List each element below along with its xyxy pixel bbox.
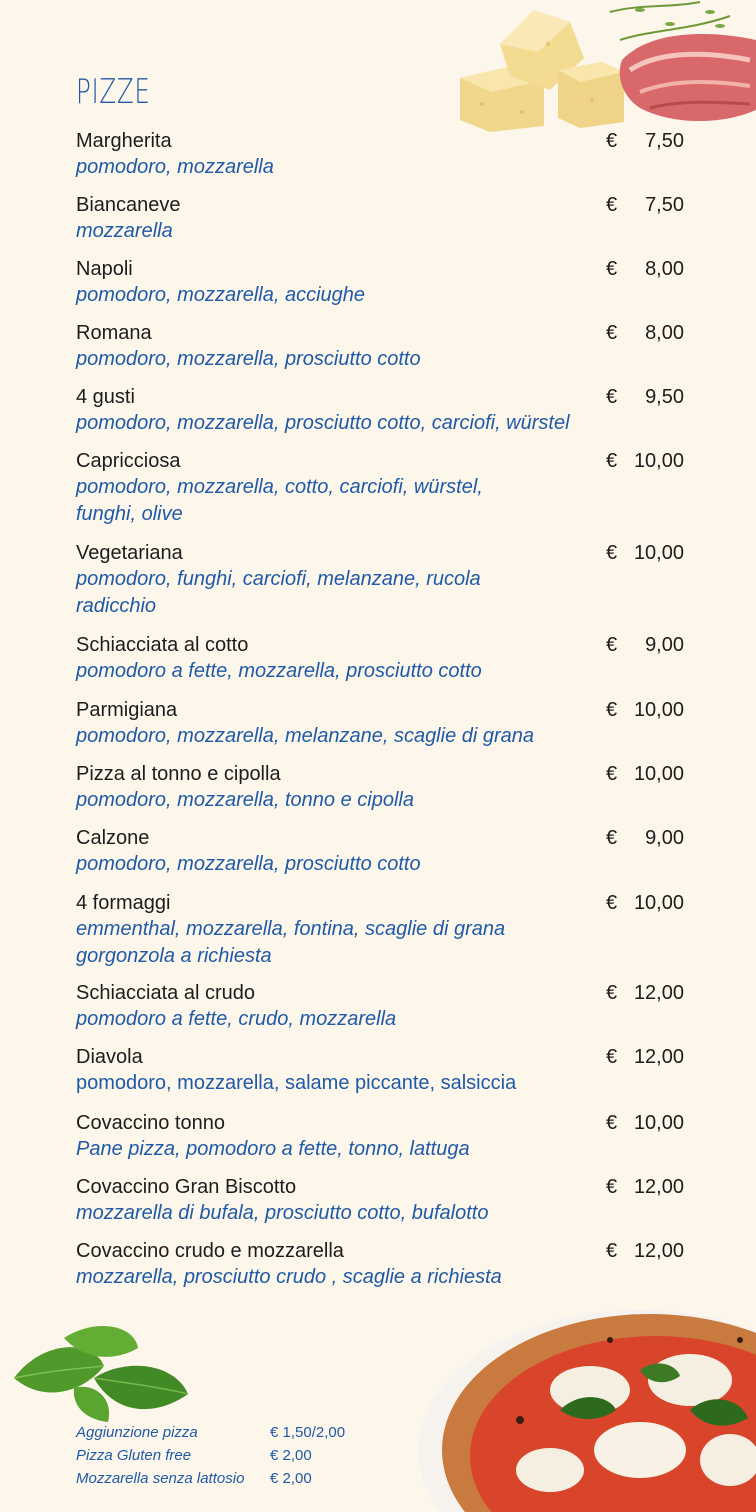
currency-symbol: €: [606, 827, 618, 849]
price-amount: 10,00: [633, 763, 684, 785]
menu-item: [76, 1044, 696, 1097]
menu-item-description-line2: radicchio: [76, 595, 157, 617]
menu-item-description: pomodoro, mozzarella, prosciutto cotto: [76, 853, 421, 875]
menu-item-description: emmenthal, mozzarella, fontina, scaglie di grana: [76, 918, 506, 940]
extra-price: € 2,00: [270, 1447, 312, 1464]
menu-item-description: pomodoro, mozzarella, acciughe: [76, 284, 366, 306]
menu-item-name: Diavola: [76, 1046, 143, 1068]
price-amount: 9,00: [645, 827, 684, 849]
currency-symbol: €: [606, 1176, 618, 1198]
price-amount: 9,50: [645, 386, 684, 408]
menu-item: [76, 384, 696, 437]
price-amount: 12,00: [633, 1240, 684, 1262]
menu-item-description-line2: funghi, olive: [76, 503, 183, 525]
currency-symbol: €: [606, 1240, 618, 1262]
price-amount: 8,00: [645, 258, 684, 280]
menu-item-description: mozzarella: [76, 220, 173, 242]
currency-symbol: €: [606, 130, 618, 152]
menu-item-name: Napoli: [76, 258, 133, 280]
currency-symbol: €: [606, 258, 618, 280]
menu-item: [76, 192, 696, 245]
menu-item-description: pomodoro, mozzarella, salame piccante, salsiccia: [76, 1072, 517, 1094]
menu-item-name: Covaccino tonno: [76, 1112, 225, 1134]
currency-symbol: €: [606, 450, 618, 472]
currency-symbol: €: [606, 194, 618, 216]
currency-symbol: €: [606, 542, 618, 564]
price-amount: 10,00: [633, 699, 684, 721]
currency-symbol: €: [606, 386, 618, 408]
menu-item: [76, 128, 696, 181]
extra-price: € 1,50/2,00: [270, 1424, 346, 1441]
menu-item-description: Pane pizza, pomodoro a fette, tonno, lattuga: [76, 1138, 470, 1160]
price-amount: 12,00: [633, 982, 684, 1004]
price-amount: 10,00: [633, 542, 684, 564]
menu-item: [76, 1174, 696, 1227]
menu-item-name: 4 formaggi: [76, 892, 171, 914]
menu-item: [76, 540, 696, 620]
menu-item: [76, 632, 696, 685]
price-amount: 7,50: [645, 130, 684, 152]
currency-symbol: €: [606, 322, 618, 344]
menu-item: [76, 825, 696, 878]
menu-item-description: pomodoro, mozzarella: [76, 156, 274, 178]
menu-item-description: pomodoro, mozzarella, prosciutto cotto: [76, 348, 421, 370]
menu-item: [76, 320, 696, 373]
currency-symbol: €: [606, 1046, 618, 1068]
margherita-pizza-image: [410, 1300, 756, 1512]
menu-item-description: mozzarella, prosciutto crudo , scaglie a richiesta: [76, 1266, 502, 1288]
currency-symbol: €: [606, 892, 618, 914]
price-amount: 8,00: [645, 322, 684, 344]
menu-item: [76, 448, 696, 528]
menu-item-name: Capricciosa: [76, 450, 181, 472]
menu-item-description: mozzarella di bufala, prosciutto cotto, bufalotto: [76, 1202, 489, 1224]
menu-item-description: pomodoro a fette, crudo, mozzarella: [76, 1008, 397, 1030]
menu-item: [76, 890, 696, 970]
menu-item-name: Schiacciata al cotto: [76, 634, 249, 656]
menu-item-name: Margherita: [76, 130, 172, 152]
menu-item-description: pomodoro a fette, mozzarella, prosciutto cotto: [76, 660, 482, 682]
extra-label: Pizza Gluten free: [76, 1447, 192, 1464]
menu-item-name: Vegetariana: [76, 542, 183, 564]
menu-item-name: Biancaneve: [76, 194, 181, 216]
prosciutto-image: [600, 0, 756, 128]
extra-price: € 2,00: [270, 1470, 312, 1487]
menu-item-name: Schiacciata al crudo: [76, 982, 255, 1004]
extra-label: Aggiunzione pizza: [76, 1424, 198, 1441]
page-title: PIZZE: [76, 72, 151, 112]
currency-symbol: €: [606, 763, 618, 785]
menu-item: [76, 256, 696, 309]
menu-item-description: pomodoro, mozzarella, cotto, carciofi, würstel,: [76, 476, 483, 498]
menu-item-description-line2: gorgonzola a richiesta: [76, 945, 272, 967]
menu-item-description: pomodoro, mozzarella, tonno e cipolla: [76, 789, 414, 811]
menu-item-name: Parmigiana: [76, 699, 178, 721]
price-amount: 10,00: [633, 892, 684, 914]
menu-item: [76, 1110, 696, 1163]
price-amount: 7,50: [645, 194, 684, 216]
menu-item-description: pomodoro, mozzarella, prosciutto cotto, carciofi, würstel: [76, 412, 570, 434]
price-amount: 12,00: [633, 1046, 684, 1068]
menu-item-name: Romana: [76, 322, 152, 344]
price-amount: 10,00: [633, 450, 684, 472]
menu-item: [76, 761, 696, 814]
menu-item: [76, 697, 696, 750]
currency-symbol: €: [606, 982, 618, 1004]
menu-item-name: Covaccino Gran Biscotto: [76, 1176, 297, 1198]
price-amount: 9,00: [645, 634, 684, 656]
menu-item-description: pomodoro, mozzarella, melanzane, scaglie di grana: [76, 725, 535, 747]
menu-item-description: pomodoro, funghi, carciofi, melanzane, rucola: [76, 568, 481, 590]
menu-item-name: Covaccino crudo e mozzarella: [76, 1240, 344, 1262]
basil-leaves-image: [4, 1318, 194, 1426]
currency-symbol: €: [606, 1112, 618, 1134]
extra-label: Mozzarella senza lattosio: [76, 1470, 245, 1487]
menu-item-name: 4 gusti: [76, 386, 135, 408]
menu-item: [76, 1238, 696, 1291]
price-amount: 12,00: [633, 1176, 684, 1198]
currency-symbol: €: [606, 699, 618, 721]
menu-item: [76, 980, 696, 1033]
currency-symbol: €: [606, 634, 618, 656]
menu-item-name: Pizza al tonno e cipolla: [76, 763, 281, 785]
menu-item-name: Calzone: [76, 827, 150, 849]
price-amount: 10,00: [633, 1112, 684, 1134]
